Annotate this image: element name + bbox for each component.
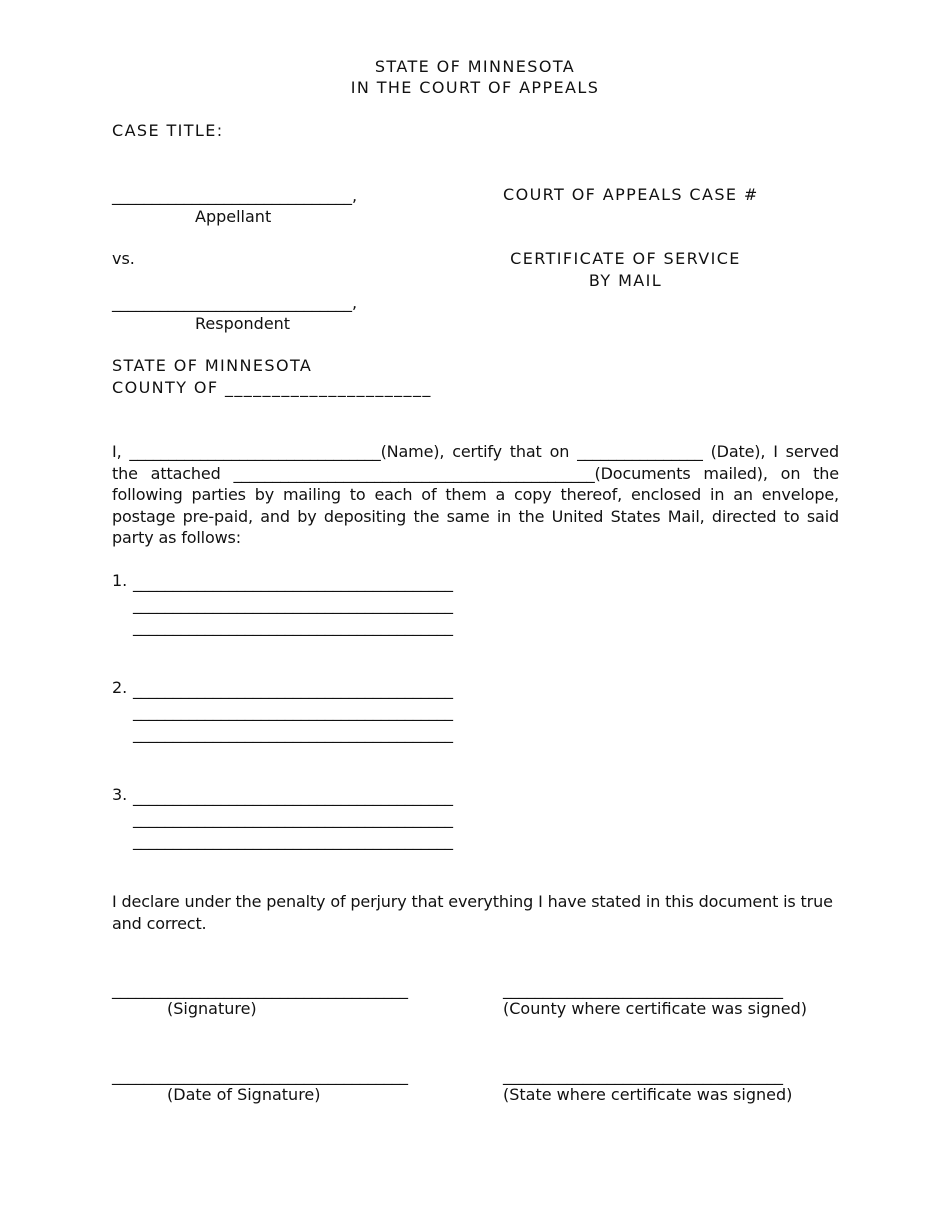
party-3-line[interactable]: ________________________________________ [133, 787, 453, 806]
versus-label: vs. [112, 249, 135, 268]
party-2-line[interactable]: ________________________________________ [133, 702, 453, 721]
court-state-heading: STATE OF MINNESOTA [374, 57, 576, 76]
respondent-name-blank[interactable]: ______________________________, [112, 293, 358, 312]
party-2-line[interactable]: ________________________________________ [133, 680, 453, 699]
county-signed-line[interactable]: ___________________________________ [503, 980, 783, 999]
signature-line[interactable]: _____________________________________ [112, 980, 408, 999]
party-3-line[interactable]: ________________________________________ [133, 809, 453, 828]
signature-date-label: (Date of Signature) [167, 1085, 321, 1104]
appellant-name-blank[interactable]: ______________________________, [112, 186, 358, 205]
case-title-label: CASE TITLE: [112, 121, 224, 140]
certificate-title-line1: CERTIFICATE OF SERVICE [510, 249, 741, 268]
signature-label: (Signature) [167, 999, 257, 1018]
appellant-label: Appellant [195, 207, 272, 226]
signature-date-line[interactable]: _____________________________________ [112, 1066, 408, 1085]
certification-paragraph: I, ________________________________(Name), certify that on ________________ (Date), I served the attached ______________________________________________(Documents mailed), on the following parties by mailing to each of them a copy thereof, enclosed in an envelope, postage pre-paid, and by depositing the same in the United States Mail, directed to said party as follows: [112, 442, 839, 547]
state-signed-line[interactable]: ___________________________________ [503, 1066, 783, 1085]
county-signed-label: (County where certificate was signed) [503, 999, 807, 1018]
party-1-number: 1. [112, 571, 128, 590]
court-name-heading: IN THE COURT OF APPEALS [350, 78, 600, 97]
party-2-number: 2. [112, 678, 128, 697]
party-1-line[interactable]: ________________________________________ [133, 595, 453, 614]
perjury-declaration: I declare under the penalty of perjury that everything I have stated in this document is true and correct. [112, 892, 833, 933]
certificate-title-line2: BY MAIL [588, 271, 663, 290]
party-2-line[interactable]: ________________________________________ [133, 724, 453, 743]
party-1-line[interactable]: ________________________________________ [133, 617, 453, 636]
venue-county[interactable]: COUNTY OF ______________________ [112, 378, 432, 397]
venue-state: STATE OF MINNESOTA [112, 356, 313, 375]
state-signed-label: (State where certificate was signed) [503, 1085, 793, 1104]
respondent-label: Respondent [195, 314, 291, 333]
case-number-label: COURT OF APPEALS CASE # [503, 185, 759, 204]
party-1-line[interactable]: ________________________________________ [133, 573, 453, 592]
party-3-line[interactable]: ________________________________________ [133, 831, 453, 850]
party-3-number: 3. [112, 785, 128, 804]
